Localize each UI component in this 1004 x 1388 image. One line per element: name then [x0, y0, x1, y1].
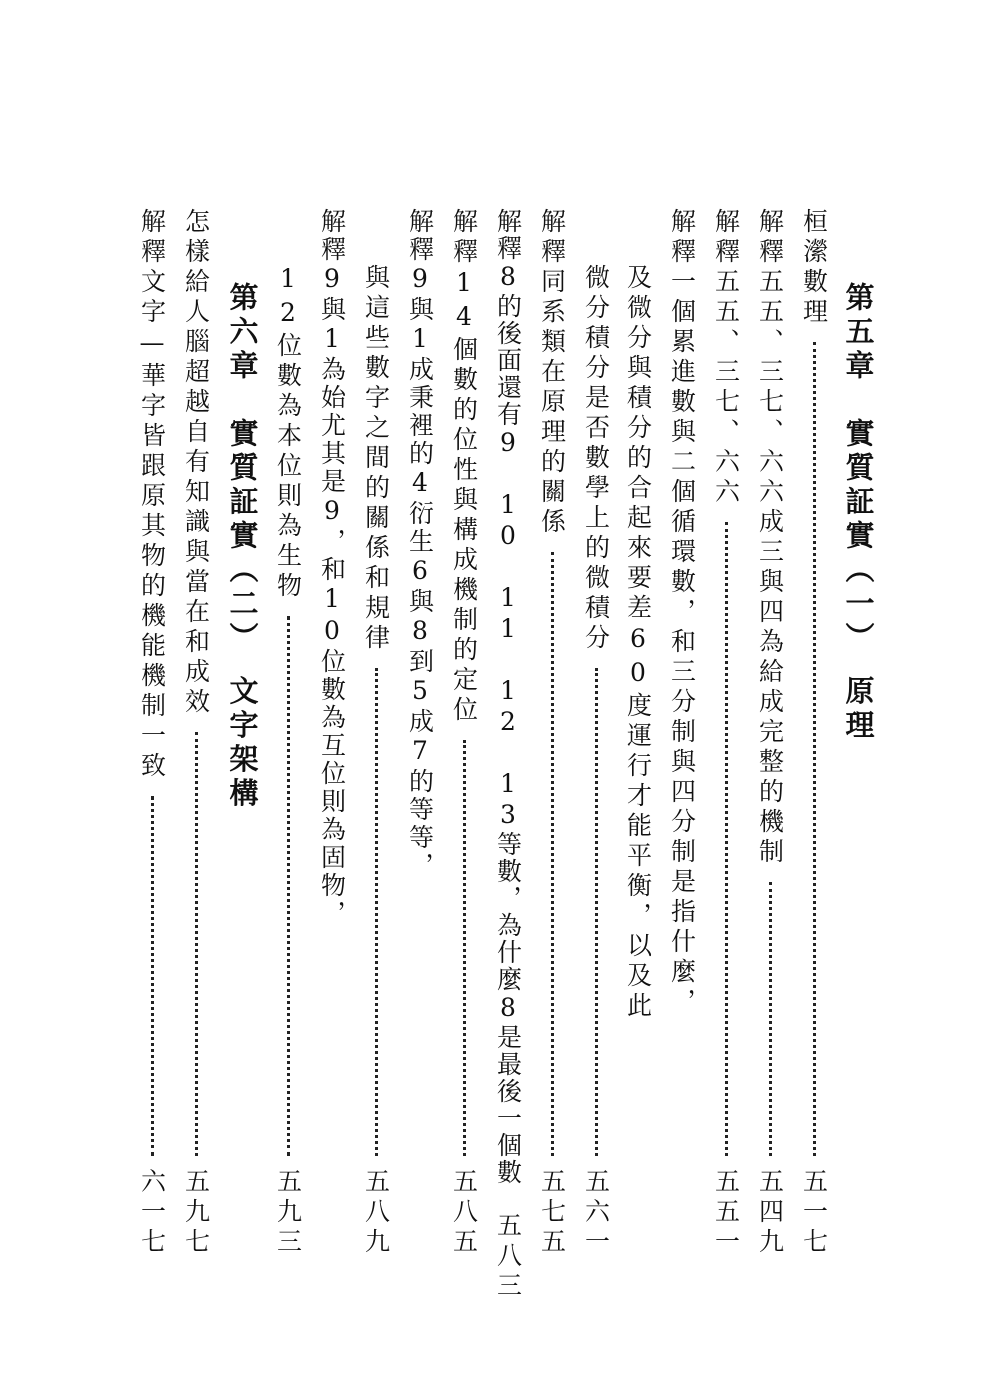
chapter-6-heading: [222, 282, 262, 812]
entry-title: 解釋五五、三七、六六: [711, 208, 741, 508]
toc-entry[interactable]: [794, 208, 834, 1258]
dot-leader: [813, 342, 816, 1156]
page-number: 五七五: [537, 1168, 567, 1258]
page-number: 五九七: [181, 1168, 211, 1258]
page-number: 五八五: [449, 1168, 479, 1258]
page-number: 五九三: [273, 1168, 303, 1258]
dot-leader: [375, 668, 378, 1156]
dot-leader: [151, 796, 154, 1156]
chapter-5-heading: [838, 282, 878, 744]
page-number: 五四九: [755, 1168, 785, 1258]
toc-entry[interactable]: [176, 208, 216, 1258]
toc-entry[interactable]: [268, 264, 308, 1258]
page-number: 五一七: [799, 1168, 829, 1258]
page-number: 五八九: [361, 1168, 391, 1258]
entry-title-continued: 及微分與積分的合起來要差60度運行才能平衡，以及此: [623, 264, 653, 1022]
toc-entry[interactable]: [132, 208, 172, 1258]
dot-leader: [725, 522, 728, 1156]
toc-entry[interactable]: [488, 208, 528, 1302]
page-number: 五五一: [711, 1168, 741, 1258]
chapter-title: 第五章 實質証實（一） 原理: [841, 282, 876, 744]
entry-title: 解釋8的後面還有9 10 11 12 13等數，為什麼8是最後一個數: [493, 208, 523, 1186]
toc-entry[interactable]: [532, 208, 572, 1258]
entry-title: 解釋9與1為始尤其是9，和10位數為互位則為固物，: [317, 208, 347, 928]
toc-entry[interactable]: [706, 208, 746, 1258]
toc-entry[interactable]: [576, 264, 616, 1258]
entry-title-continued: 與這些數字之間的關係和規律: [361, 264, 391, 654]
entry-title: 解釋文字—華字皆跟原其物的機能機制一致: [137, 208, 167, 782]
entry-title: 桓瀠數理: [799, 208, 829, 328]
page-number: 五八三: [493, 1212, 523, 1302]
toc-entry[interactable]: [444, 208, 484, 1258]
toc-entry-line[interactable]: [400, 208, 440, 880]
dot-leader: [287, 616, 290, 1156]
toc-entry-line[interactable]: [662, 208, 702, 1018]
dot-leader: [195, 732, 198, 1156]
entry-title-continued: 12位數為本位則為生物: [273, 264, 303, 602]
toc-entry[interactable]: [750, 208, 790, 1258]
entry-title: 解釋9與1成秉裡的4衍生6與8到5成7的等等，: [405, 208, 435, 880]
dot-leader: [595, 668, 598, 1156]
dot-leader: [769, 882, 772, 1156]
entry-title: 解釋五五、三七、六六成三與四為給成完整的機制: [755, 208, 785, 868]
chapter-title: 第六章 實質証實（二） 文字架構: [225, 282, 260, 812]
dot-leader: [551, 552, 554, 1156]
entry-title-continued: 微分積分是否數學上的微積分: [581, 264, 611, 654]
toc-entry-line[interactable]: [618, 264, 658, 1022]
page-number: 六一七: [137, 1168, 167, 1258]
page-number: 五六一: [581, 1168, 611, 1258]
entry-title: 解釋14個數的位性與構成機制的定位: [449, 208, 479, 726]
entry-title: 解釋一個累進數與二個循環數，和三分制與四分制是指什麼，: [667, 208, 697, 1018]
entry-title: 怎樣給人腦超越自有知識與當在和成效: [181, 208, 211, 718]
toc-entry-line[interactable]: [312, 208, 352, 928]
dot-leader: [463, 740, 466, 1156]
entry-title: 解釋同系類在原理的關係: [537, 208, 567, 538]
toc-entry[interactable]: [356, 264, 396, 1258]
